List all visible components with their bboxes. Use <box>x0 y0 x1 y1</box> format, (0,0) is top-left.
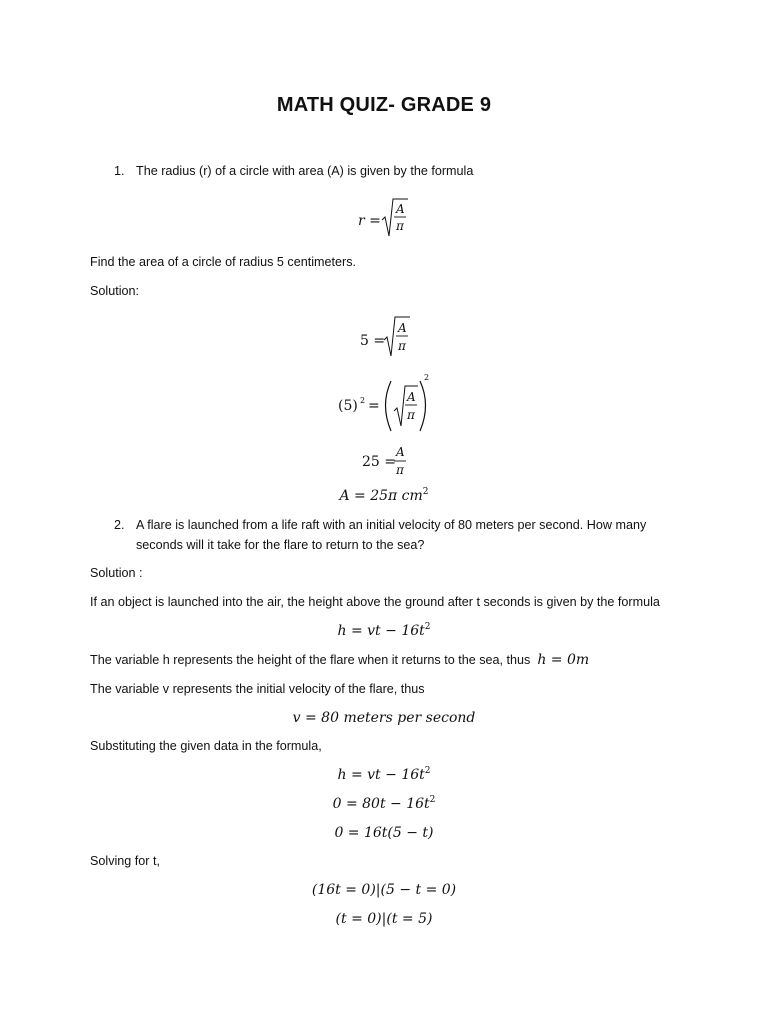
question-1-number: 1. <box>114 164 125 178</box>
height-formula <box>0 622 768 640</box>
question-1-solution-label: Solution: <box>90 284 140 298</box>
question-2-line-1: A flare is launched from a life raft with an initial velocity of 80 meters per second. How many <box>136 518 647 532</box>
step-2-equals: = <box>368 398 380 414</box>
step-2-denominator: π <box>407 408 415 422</box>
substitution-step-3 <box>0 824 768 842</box>
solution-step-2 <box>0 910 768 928</box>
v-variable-text: The variable v represents the initial velocity of the flare, thus <box>90 682 425 696</box>
step-3-denominator: π <box>396 463 404 477</box>
substitution-step-2-text: 0 = 80t − 16t <box>332 796 430 812</box>
substitution-step-3-text: 0 = 16t(5 − t) <box>334 825 434 841</box>
question-2-line-2: seconds will it take for the flare to return to the sea? <box>136 538 425 552</box>
substitution-step-1-text: h = vt − 16t <box>337 767 425 783</box>
step-3-numerator: A <box>396 445 405 459</box>
step-2-equation <box>336 371 436 437</box>
h-variable-text: The variable h represents the height of the flare when it returns to the sea, thus <box>90 653 531 667</box>
step-1-numerator: A <box>398 321 407 335</box>
area-result-exponent: 2 <box>422 487 429 497</box>
page-title: MATH QUIZ- GRADE 9 <box>276 94 492 116</box>
question-2-number: 2. <box>114 518 125 532</box>
substitution-step-2 <box>0 795 768 813</box>
step-2-numerator: A <box>407 390 416 404</box>
step-1-lhs: 5 = <box>360 333 386 349</box>
question-2-solution-label: Solution : <box>90 566 143 580</box>
height-formula-text: h = vt − 16t <box>337 623 425 639</box>
h-variable-line <box>90 652 589 669</box>
step-1-denominator: π <box>398 339 406 353</box>
question-1-text: The radius (r) of a circle with area (A) is given by the formula <box>136 164 474 178</box>
step-2-outer-exponent: 2 <box>424 373 430 382</box>
substitution-step-1 <box>0 766 768 784</box>
step-3-equation <box>360 444 420 480</box>
radius-formula-numerator: A <box>396 202 405 216</box>
radius-formula-lhs: r = <box>358 213 381 229</box>
question-2-intro: If an object is launched into the air, the height above the ground after t seconds is given by the formula <box>90 595 660 609</box>
question-1-task: Find the area of a circle of radius 5 centimeters. <box>90 255 356 269</box>
h-value: h = 0m <box>537 652 590 668</box>
height-formula-exponent: 2 <box>424 622 431 632</box>
solution-step-1 <box>0 881 768 899</box>
substitution-step-1-exponent: 2 <box>424 766 431 776</box>
radius-formula-denominator: π <box>396 219 404 233</box>
area-result <box>0 487 768 505</box>
solution-step-2-text: (t = 0)|(t = 5) <box>335 911 433 927</box>
velocity-value <box>0 709 768 727</box>
solution-step-1-text: (16t = 0)|(5 − t = 0) <box>311 882 457 898</box>
step-3-lhs: 25 = <box>362 454 396 470</box>
radius-formula <box>356 196 416 242</box>
velocity-value-text: v = 80 meters per second <box>292 710 476 726</box>
substitution-step-2-exponent: 2 <box>429 795 436 805</box>
step-2-lhs-exponent: 2 <box>360 396 366 405</box>
solving-text: Solving for t, <box>90 854 160 868</box>
step-1-equation <box>358 314 418 362</box>
step-2-lhs: (5) <box>338 398 358 414</box>
area-result-text: A = 25π cm <box>339 488 423 504</box>
substitution-text: Substituting the given data in the formula, <box>90 739 322 753</box>
